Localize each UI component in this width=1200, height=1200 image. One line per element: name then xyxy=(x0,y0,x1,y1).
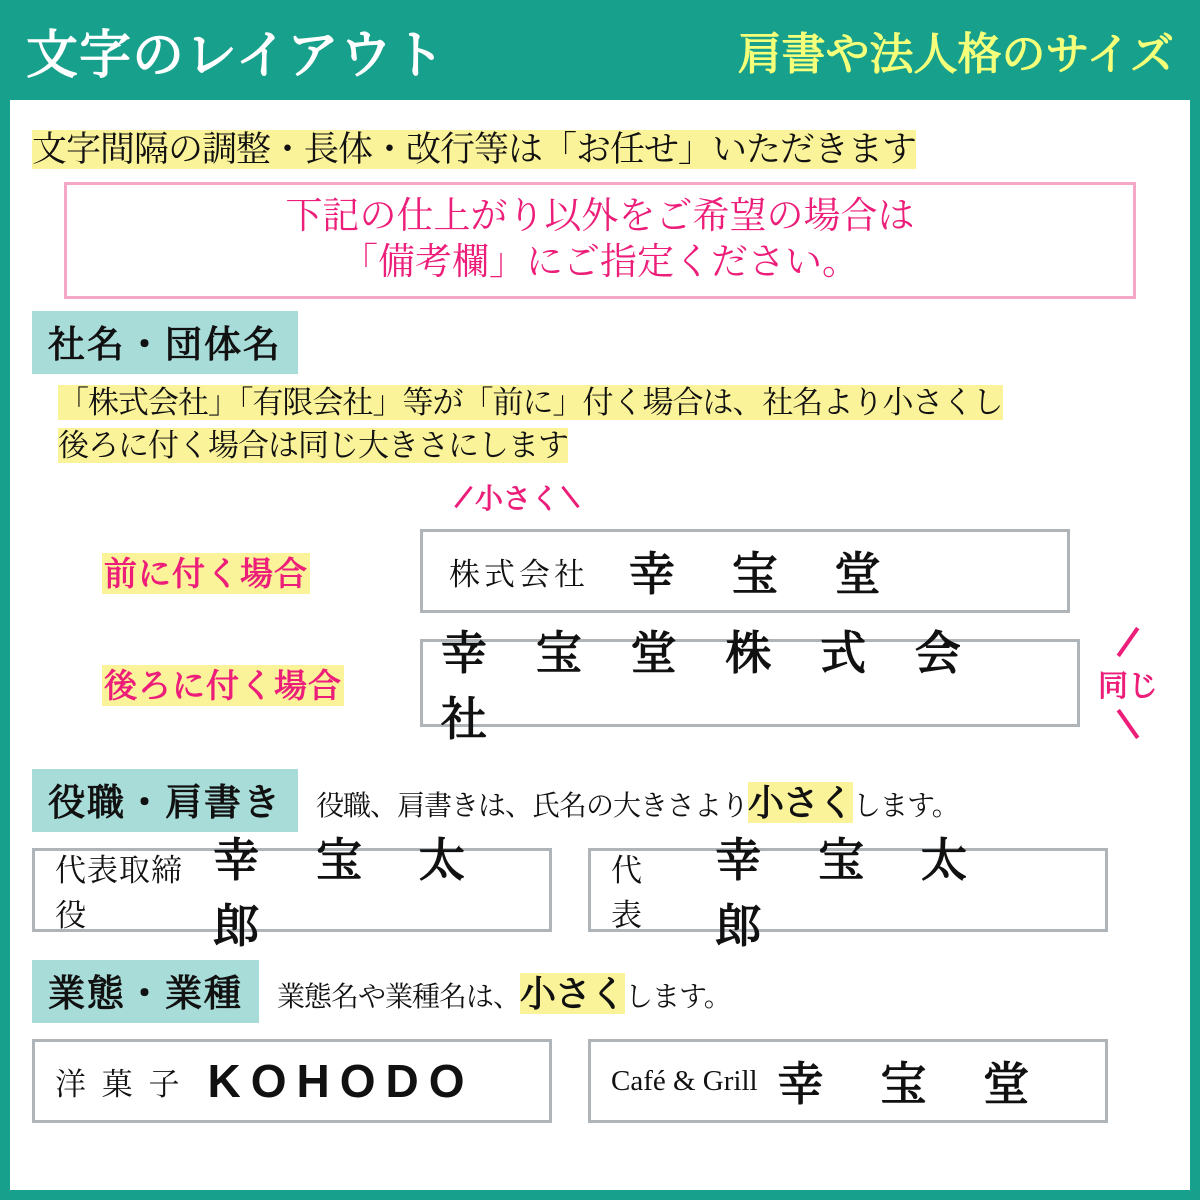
company-before-row xyxy=(102,529,1168,613)
section-company-chip: 社名・団体名 xyxy=(32,311,298,374)
header-subtitle: 肩書や法人格のサイズ xyxy=(737,30,1174,79)
callout-small-label: 小さく xyxy=(475,483,560,515)
tick-left-icon xyxy=(454,486,472,508)
callout-same xyxy=(1098,625,1158,741)
business-sample-2 xyxy=(588,1039,1108,1123)
notice-line-1: 下記の仕上がり以外をご希望の場合は xyxy=(285,195,915,236)
company-after-label-text: 後ろに付く場合 xyxy=(104,666,342,704)
company-after-row xyxy=(102,625,1168,746)
section-position xyxy=(32,769,1168,953)
company-before-label xyxy=(102,548,402,595)
section-position-note-prefix: 役職、肩書きは、氏名の大きさより xyxy=(316,790,749,822)
lead-text-highlight: 文字間隔の調整・長体・改行等は「お任せ」いただきます xyxy=(32,130,917,169)
position-sample-2-name: 幸 宝 太 郎 xyxy=(715,834,989,953)
section-business-chip: 業態・業種 xyxy=(32,960,259,1023)
position-samples-row xyxy=(32,834,1168,953)
company-after-text: 幸 宝 堂 株 式 会 社 xyxy=(441,627,979,746)
section-position-note-suffix: します。 xyxy=(853,790,959,822)
slash-bottom-icon xyxy=(1117,709,1140,739)
header xyxy=(0,0,1200,100)
company-after-label xyxy=(102,660,402,707)
company-after-sample xyxy=(420,627,1080,746)
business-sample-1-title: 洋 菓 子 xyxy=(55,1066,184,1102)
business-sample-1-name: KOHODO xyxy=(207,1055,475,1108)
company-before-name: 幸 宝 堂 xyxy=(629,548,903,601)
position-sample-1-title: 代表取締役 xyxy=(55,853,183,934)
notice-box xyxy=(64,182,1136,299)
section-position-head xyxy=(32,769,1168,832)
business-sample-2-name: 幸 宝 堂 xyxy=(777,1058,1052,1111)
callout-same-label: 同じ xyxy=(1098,670,1158,704)
business-sample-2-title: Café & Grill xyxy=(611,1064,758,1097)
company-before-prefix: 株式会社 xyxy=(449,556,589,592)
section-company-desc-1-text: 「株式会社」「有限会社」等が「前に」付く場合は、社名より小さくし xyxy=(58,384,1003,420)
section-business-head xyxy=(32,960,1168,1023)
section-business xyxy=(32,960,1168,1123)
notice-line-2: 「備考欄」にご指定ください。 xyxy=(341,241,859,283)
section-company-desc-1 xyxy=(58,382,1168,424)
business-samples-row xyxy=(32,1039,1168,1123)
section-business-note xyxy=(277,966,731,1017)
section-business-note-prefix: 業態名や業種名は、 xyxy=(277,981,521,1013)
section-position-note-emphasis: 小さく xyxy=(748,782,854,824)
lead-text xyxy=(32,122,1168,172)
section-company-desc-2 xyxy=(58,425,1168,467)
section-business-note-emphasis: 小さく xyxy=(520,973,626,1015)
page-title: 文字のレイアウト xyxy=(26,26,446,85)
position-sample-1 xyxy=(32,834,552,953)
section-company xyxy=(32,311,1168,746)
position-sample-2-title: 代 表 xyxy=(611,853,646,934)
position-sample-2 xyxy=(588,834,1108,953)
company-before-sample xyxy=(420,529,1070,613)
section-position-note xyxy=(316,775,959,826)
position-sample-1-name: 幸 宝 太 郎 xyxy=(213,834,487,953)
callout-small xyxy=(462,477,1168,517)
section-company-desc-2-text: 後ろに付く場合は同じ大きさにします xyxy=(58,428,568,464)
section-position-chip: 役職・肩書き xyxy=(32,769,298,832)
tick-right-icon xyxy=(561,486,579,508)
section-business-note-suffix: します。 xyxy=(625,981,731,1013)
company-before-label-text: 前に付く場合 xyxy=(104,554,308,592)
content-panel xyxy=(10,100,1190,1190)
business-sample-1 xyxy=(32,1039,552,1123)
slash-top-icon xyxy=(1117,627,1140,657)
